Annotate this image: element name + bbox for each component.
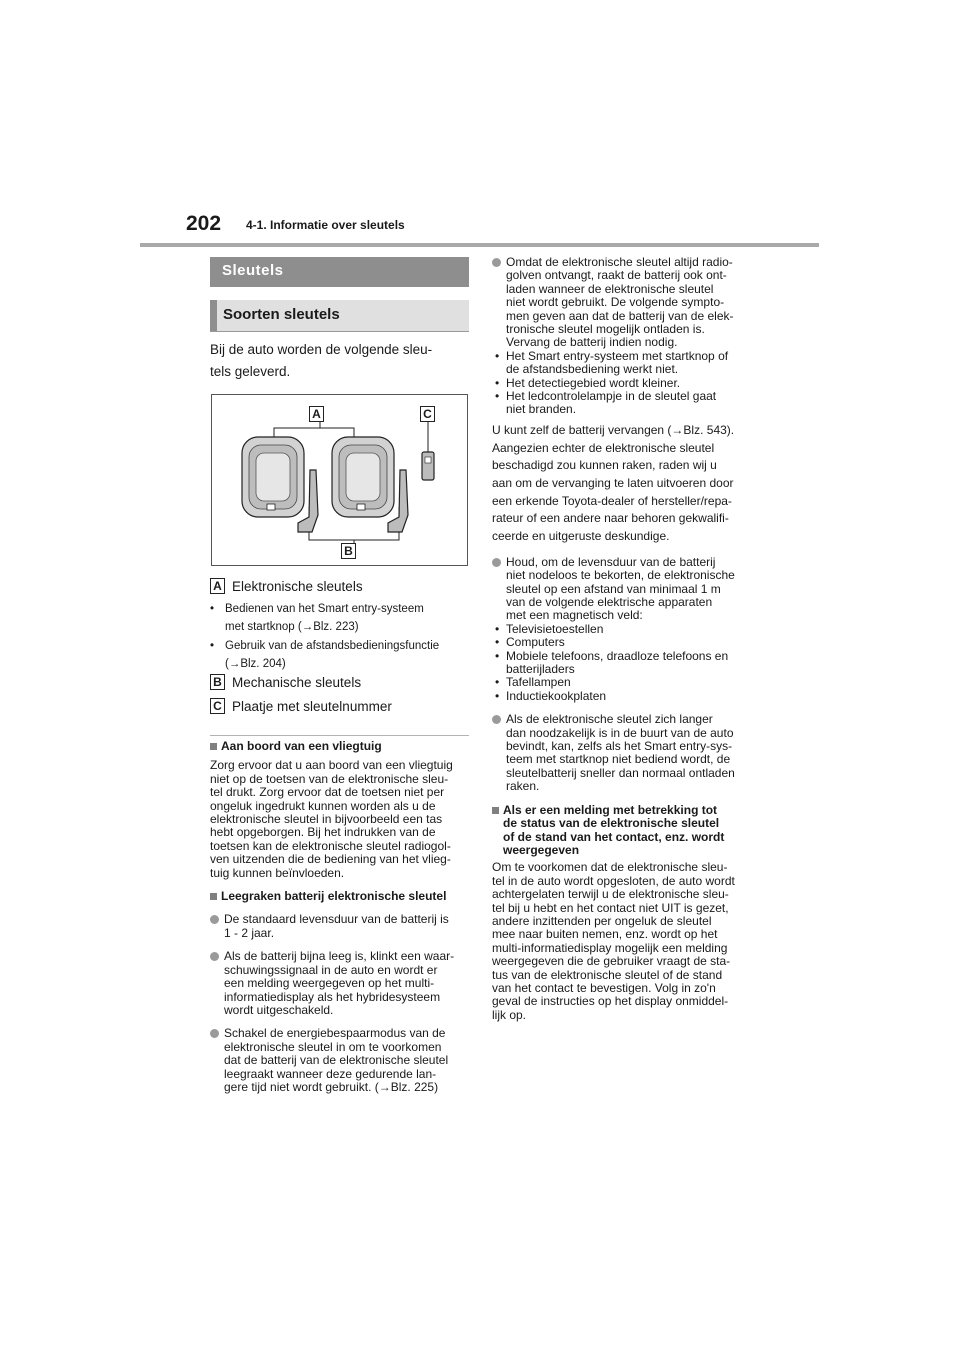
- list-item: Als de batterij bijna leeg is, klinkt een waar- schuwingssignaal in de auto en wordt er een melding weergegeven op het multi- informatiedisplay als het hybridesysteem wordt uitgeschakeld.: [210, 950, 469, 1017]
- bullet-line: (→Blz. 204): [225, 658, 286, 670]
- main-heading-bar: [210, 257, 469, 287]
- figure-label-b: B: [341, 543, 356, 559]
- legend-letter-a: A: [210, 578, 225, 594]
- list-item: • Mobiele telefoons, draadloze telefoons en batterijladers: [495, 648, 729, 677]
- divider: [210, 735, 469, 736]
- legend-text-b: Mechanische sleutels: [232, 675, 362, 690]
- leader-a: [274, 428, 354, 437]
- list-item: • Televisietoestellen: [495, 621, 604, 636]
- list-item: Als de elektronische sleutel zich langer dan noodzakelijk is in de buurt van de auto bevindt, kan, zelfs als het Smart entry-sys- teem met startknop niet bediend wordt, de sleutelbatterij sneller dan normaal ontladen raken.: [492, 713, 756, 793]
- legend-letter-b: B: [210, 674, 225, 690]
- section-title: 4-1. Informatie over sleutels: [246, 218, 405, 232]
- figure-label-c: C: [420, 406, 435, 422]
- right-column: [492, 256, 756, 1022]
- list-item: De standaard levensduur van de batterij is 1 - 2 jaar.: [210, 913, 469, 940]
- list-item: • Gebruik van de afstandsbedieningsfunctie (→Blz. 204): [210, 638, 475, 674]
- list-item: Schakel de energiebespaarmodus van de elektronische sleutel in om te voorkomen dat de batterij van de elektronische sleutel leegraakt wanneer deze gedurende lan- gere tijd niet wordt gebruikt. (→Blz. 225): [210, 1027, 469, 1094]
- paragraph-key-status-message: Om te voorkomen dat de elektronische sleu- tel in de auto wordt opgesloten, de auto wordt achtergelaten terwijl u de elektronische sleu- tel bij u hebt en het contact niet UIT is gezet, andere inzittenden per ongeluk de sleutel mee naar buiten nemen, enz. wordt op het multi-informatiedisplay mogelijk een melding weergegeven die de gebruiker vraagt de sta- tus van de elektronische sleutel of de stand van het contact te bevestigen. Volg in zo'n geval de instructies op het display onmiddel- lijk op.: [492, 860, 735, 1022]
- list-item: Houd, om de levensduur van de batterij niet nodeloos te bekorten, de elektronische sleutel op een afstand van minimaal 1 m van de volgende elektrische apparaten met een magnetisch veld:: [492, 556, 756, 623]
- list-item: • Het Smart entry-systeem met startknop of de afstandsbediening werkt niet.: [495, 348, 729, 377]
- list-item: • Tafellampen: [495, 675, 571, 690]
- legend-letter-c: C: [210, 698, 225, 714]
- bullet-line: Bedienen van het Smart entry-systeem: [225, 603, 424, 615]
- legend-a-bullets: [210, 601, 475, 674]
- paragraph-airplane: Zorg ervoor dat u aan boord van een vliegtuig niet op de toetsen van de elektronische sleu- tel drukt. Zorg ervoor dat de toetsen niet per ongeluk ingedrukt kunnen worden als u de elektronische sleutel in bijvoorbeeld een tas hebt opgeborgen. Bij het indrukken van de toetsen kan de elektronische sleutel radiogol- ven uitzenden die de bediening van het vlieg- tuig kunnen beïnvloeden.: [210, 758, 453, 880]
- legend-text-a: Elektronische sleutels: [232, 579, 363, 594]
- heading-airplane: Aan boord van een vliegtuig: [210, 740, 469, 753]
- main-heading: Sleutels: [222, 262, 284, 279]
- list-item: • Inductiekookplaten: [495, 688, 607, 703]
- header-rule: [140, 243, 819, 247]
- figure-label-a: A: [309, 406, 324, 422]
- left-column: [210, 740, 469, 1094]
- sub-heading-bar: [210, 300, 469, 332]
- electronic-key-2: [332, 437, 394, 517]
- bullet-line: met startknop (→Blz. 223): [225, 621, 359, 633]
- heading-key-status-message: Als er een melding met betrekking tot de status van de elektronische sleutel of de stand van het contact, enz. wordt weergegeven: [492, 804, 756, 858]
- electronic-key-1: [242, 437, 304, 517]
- list-item: • Computers: [495, 635, 565, 650]
- legend-text-c: Plaatje met sleutelnummer: [232, 699, 392, 714]
- list-item: • Het ledcontrolelampje in de sleutel gaat niet branden.: [495, 389, 717, 417]
- heading-battery: Leegraken batterij elektronische sleutel: [210, 890, 469, 903]
- keys-illustration: [211, 394, 468, 566]
- intro-text: [210, 339, 470, 383]
- intro-line: tels geleverd.: [210, 364, 291, 379]
- page-number: 202: [186, 212, 222, 235]
- list-item: • Het detectiegebied wordt kleiner.: [495, 375, 681, 390]
- list-item: Omdat de elektronische sleutel altijd radio- golven ontvangt, raakt de batterij ook ont- laden wanneer de elektronische sleutel niet wordt gebruikt. De volgende sympto- men geven aan dat de batterij van de elek- tronische sleutel mogelijk ontladen is. Vervang de batterij indien nodig.: [492, 256, 756, 350]
- bullet-line: Gebruik van de afstandsbedieningsfunctie: [225, 640, 440, 652]
- key-number-plate: [422, 452, 434, 480]
- sub-heading: Soorten sleutels: [223, 306, 340, 323]
- list-item: • Bedienen van het Smart entry-systeem met startknop (→Blz. 223): [210, 601, 475, 637]
- intro-line: Bij de auto worden de volgende sleu-: [210, 342, 433, 357]
- paragraph-replace-battery: U kunt zelf de batterij vervangen (→Blz. 543). Aangezien echter de elektronische sleutel beschadigd zou kunnen raken, raden wij u aan om de vervanging te laten uitvoeren door een erkende Toyota-dealer of hersteller/repa- rateur of een andere naar behoren gekwalifi- ceerde en uitgeruste deskundige.: [492, 422, 735, 544]
- sub-heading-accent: [210, 300, 217, 331]
